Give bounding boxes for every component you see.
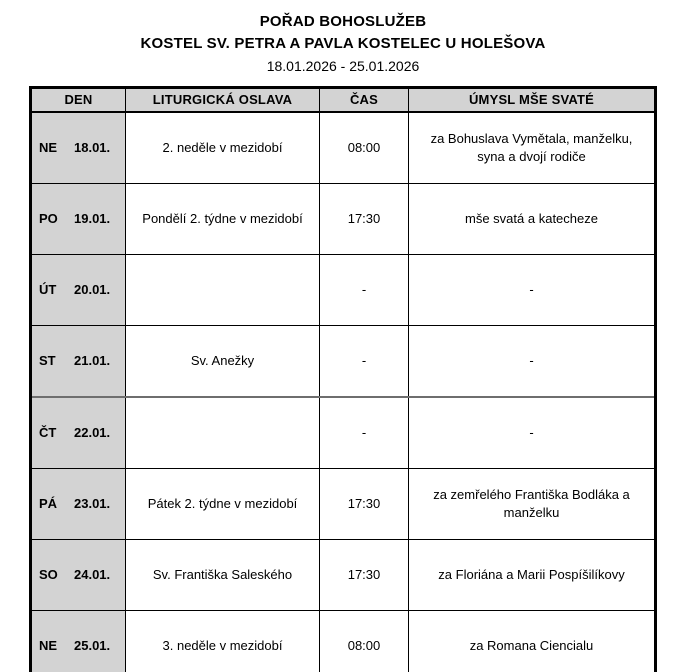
time-cell: -	[320, 325, 409, 397]
day-cell	[31, 254, 126, 325]
document-title: POŘAD BOHOSLUŽEB	[259, 13, 427, 30]
column-header-day: DEN	[31, 87, 126, 112]
time-cell: 08:00	[320, 112, 409, 184]
day-date: 18.01.	[74, 140, 111, 156]
intention-cell: za Floriána a Marii Pospíšilíkovy	[409, 539, 656, 610]
intention-cell: za zemřelého Františka Bodláka a manželku	[409, 468, 656, 539]
day-cell	[31, 468, 126, 539]
celebration-cell: Sv. Anežky	[126, 325, 320, 397]
day-date: 23.01.	[74, 496, 111, 512]
intention-cell: -	[409, 397, 656, 469]
day-date: 21.01.	[74, 353, 111, 369]
header-row	[31, 87, 656, 112]
table-row	[31, 610, 656, 672]
date-range: 18.01.2026 - 25.01.2026	[266, 57, 420, 74]
intention-cell: -	[409, 254, 656, 325]
day-abbreviation: ČT	[39, 425, 57, 441]
table-row	[31, 325, 656, 397]
day-date: 24.01.	[74, 567, 111, 583]
intention-cell: -	[409, 325, 656, 397]
day-cell	[31, 325, 126, 397]
celebration-cell: Pátek 2. týdne v mezidobí	[126, 468, 320, 539]
celebration-cell	[126, 397, 320, 469]
time-cell: 17:30	[320, 468, 409, 539]
table-row	[31, 539, 656, 610]
day-abbreviation: PÁ	[39, 496, 58, 512]
day-abbreviation: SO	[39, 567, 58, 583]
table-row	[31, 183, 656, 254]
intention-cell: za Bohuslava Vymětala, manželku, syna a dvojí rodiče	[409, 112, 656, 184]
day-date: 20.01.	[74, 282, 111, 298]
day-abbreviation: NE	[39, 140, 58, 156]
time-cell: -	[320, 397, 409, 469]
celebration-cell: Pondělí 2. týdne v mezidobí	[126, 183, 320, 254]
celebration-cell: 3. neděle v mezidobí	[126, 610, 320, 672]
day-abbreviation: NE	[39, 638, 58, 654]
table-row	[31, 112, 656, 184]
intention-cell: mše svatá a katecheze	[409, 183, 656, 254]
day-cell	[31, 539, 126, 610]
schedule-table	[29, 86, 657, 672]
day-cell	[31, 610, 126, 672]
day-date: 25.01.	[74, 638, 111, 654]
table-row	[31, 468, 656, 539]
table-row	[31, 254, 656, 325]
time-cell: 17:30	[320, 539, 409, 610]
column-header-intention: ÚMYSL MŠE SVATÉ	[409, 87, 656, 112]
celebration-cell: 2. neděle v mezidobí	[126, 112, 320, 184]
day-date: 19.01.	[74, 211, 111, 227]
schedule-body	[31, 112, 656, 672]
day-abbreviation: PO	[39, 211, 58, 227]
day-cell	[31, 397, 126, 469]
time-cell: 17:30	[320, 183, 409, 254]
church-name: KOSTEL SV. PETRA A PAVLA KOSTELEC U HOLEŠOVA	[140, 34, 546, 52]
table-row	[31, 397, 656, 469]
day-date: 22.01.	[74, 425, 111, 441]
time-cell: 08:00	[320, 610, 409, 672]
column-header-time: ČAS	[320, 87, 409, 112]
day-abbreviation: ST	[39, 353, 56, 369]
column-header-celebration: LITURGICKÁ OSLAVA	[126, 87, 320, 112]
celebration-cell	[126, 254, 320, 325]
day-abbreviation: ÚT	[39, 282, 57, 298]
day-cell	[31, 112, 126, 184]
document-header	[0, 0, 686, 76]
celebration-cell: Sv. Františka Saleského	[126, 539, 320, 610]
time-cell: -	[320, 254, 409, 325]
day-cell	[31, 183, 126, 254]
intention-cell: za Romana Ciencialu	[409, 610, 656, 672]
